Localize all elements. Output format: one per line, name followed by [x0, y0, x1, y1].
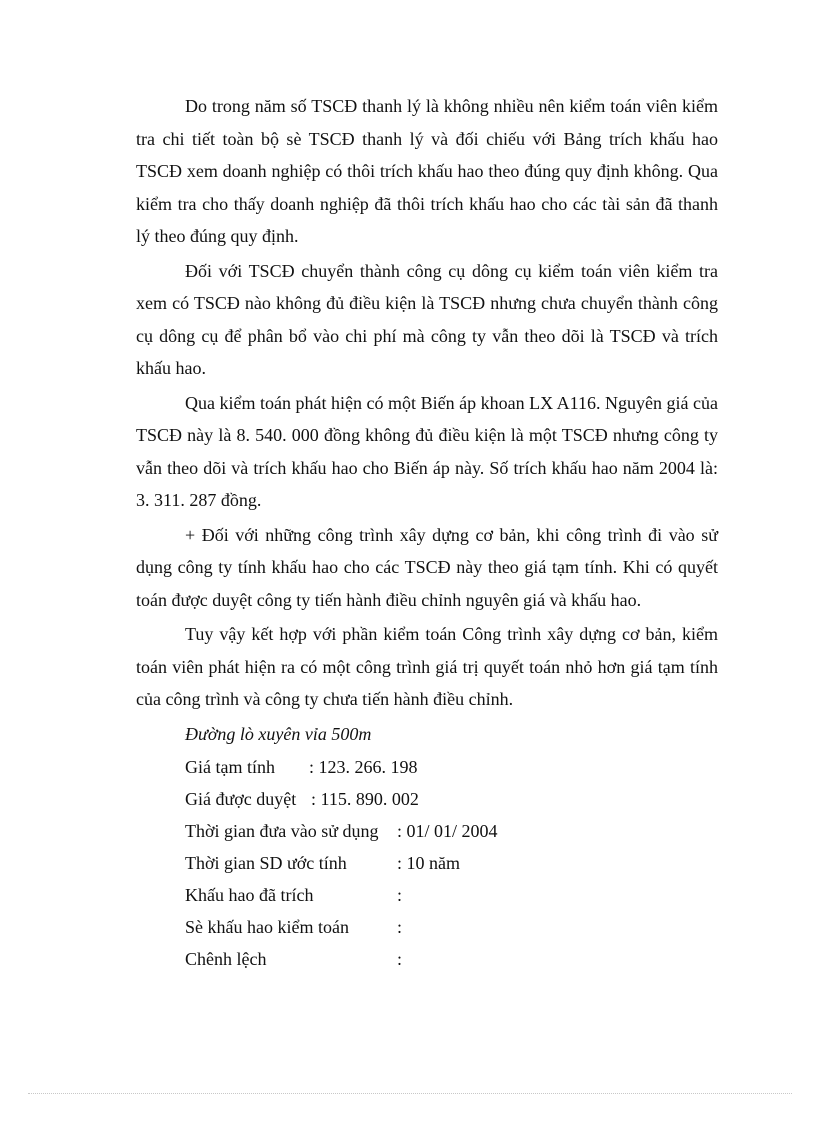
- paragraph-tools-conversion: Đối với TSCĐ chuyển thành công cụ dông cụ kiểm toán viên kiểm tra xem có TSCĐ nào không đủ điều kiện là TSCĐ nhưng chưa chuyển thành công cụ dông cụ để phân bổ vào chi phí mà công ty vẫn theo dõi là TSCĐ và trích khấu hao.: [136, 260, 718, 378]
- project-title: Đường lò xuyên vỉa 500m: [185, 723, 372, 744]
- row-value: : 115. 890. 002: [311, 788, 419, 809]
- page-footer-divider: [28, 1093, 792, 1094]
- row-label: Thời gian SD ước tính: [185, 852, 347, 873]
- row-value: : 10 năm: [397, 852, 460, 873]
- project-row-difference: [136, 943, 718, 975]
- row-value: :: [397, 916, 403, 937]
- row-label: Sè khấu hao kiểm toán: [185, 916, 349, 937]
- row-value: :: [397, 884, 403, 905]
- paragraph-transformer-finding: Qua kiểm toán phát hiện có một Biến áp khoan LX A116. Nguyên giá của TSCĐ này là 8. 540. 000 đồng không đủ điều kiện là một TSCĐ nhưng công ty vẫn theo dõi và trích khấu hao cho Biến áp này. Số trích khấu hao năm 2004 là: 3. 311. 287 đồng.: [136, 392, 718, 510]
- row-label: Chênh lệch: [185, 948, 267, 969]
- row-value: :: [397, 948, 403, 969]
- project-row-in-service-date: [136, 815, 718, 847]
- row-value: : 123. 266. 198: [309, 756, 418, 777]
- row-label: Giá được duyệt: [185, 788, 297, 809]
- paragraph-construction-depreciation: + Đối với những công trình xây dựng cơ bản, khi công trình đi vào sử dụng công ty tính khấu hao cho các TSCĐ này theo giá tạm tính. Khi có quyết toán được duyệt công ty tiến hành điều chỉnh nguyên giá và khấu hao.: [136, 524, 718, 610]
- document-body: [136, 90, 718, 975]
- project-row-provisional-price: [136, 751, 718, 783]
- project-row-useful-life: [136, 847, 718, 879]
- project-row-audited-depreciation: [136, 911, 718, 943]
- row-label: Khấu hao đã trích: [185, 884, 314, 905]
- row-value: : 01/ 01/ 2004: [397, 820, 498, 841]
- paragraph-liquidated-assets: Do trong năm số TSCĐ thanh lý là không nhiều nên kiểm toán viên kiểm tra chi tiết toàn bộ sè TSCĐ thanh lý và đối chiếu với Bảng trích khấu hao TSCĐ xem doanh nghiệp có thôi trích khấu hao theo đúng quy định không. Qua kiểm tra cho thấy doanh nghiệp đã thôi trích khấu hao cho các tài sản đã thanh lý theo đúng quy định.: [136, 96, 718, 246]
- row-label: Thời gian đưa vào sử dụng: [185, 820, 379, 841]
- row-label: Giá tạm tính: [185, 756, 275, 777]
- project-row-approved-price: [136, 783, 718, 815]
- project-row-depreciation-charged: [136, 879, 718, 911]
- paragraph-settlement-finding: Tuy vậy kết hợp với phần kiểm toán Công trình xây dựng cơ bản, kiểm toán viên phát hiện ra có một công trình giá trị quyết toán nhỏ hơn giá tạm tính của công trình và công ty chưa tiến hành điều chỉnh.: [136, 624, 718, 709]
